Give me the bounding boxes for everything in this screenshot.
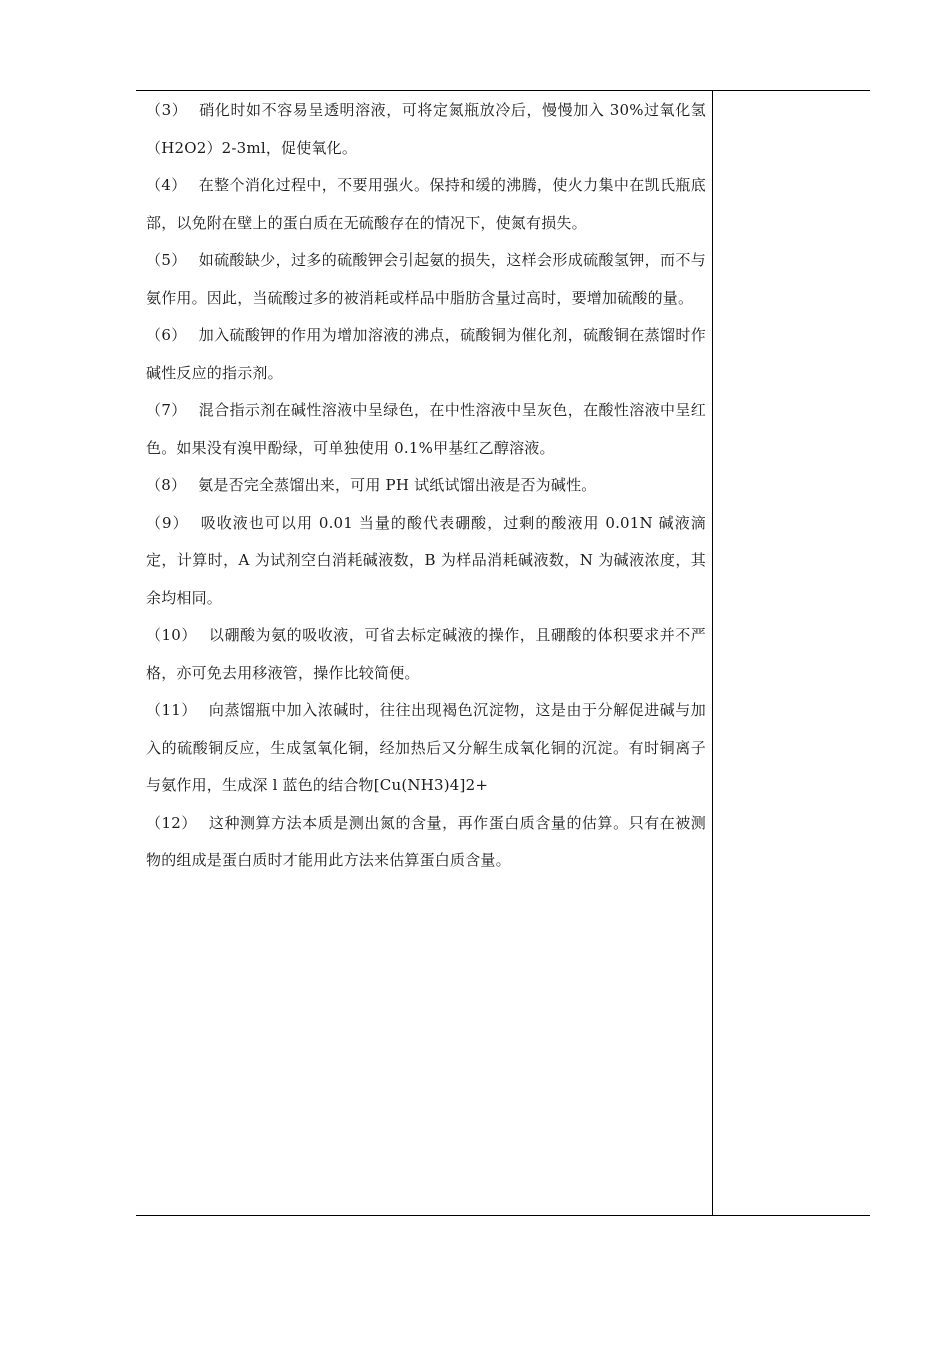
note-3: （3） 硝化时如不容易呈透明溶液，可将定氮瓶放冷后，慢慢加入 30%过氧化氢（H2O2）2-3ml，促使氧化。: [146, 101, 706, 157]
table-bottom-border: [136, 1215, 870, 1216]
table-column-divider: [712, 90, 713, 1216]
note-8: （8） 氨是否完全蒸馏出来，可用 PH 试纸试馏出液是否为碱性。: [146, 476, 597, 494]
note-4: （4） 在整个消化过程中，不要用强火。保持和缓的沸腾，使火力集中在凯氏瓶底部，以免附在壁上的蛋白质在无硫酸存在的情况下，使氮有损失。: [146, 176, 706, 232]
note-7: （7） 混合指示剂在碱性溶液中呈绿色，在中性溶液中呈灰色，在酸性溶液中呈红色。如果没有溴甲酚绿，可单独使用 0.1%甲基红乙醇溶液。: [146, 401, 706, 457]
note-5: （5） 如硫酸缺少，过多的硫酸钾会引起氨的损失，这样会形成硫酸氢钾，而不与氨作用。因此，当硫酸过多的被消耗或样品中脂肪含量过高时，要增加硫酸的量。: [146, 251, 706, 307]
notes-cell: [146, 92, 706, 880]
note-6: （6） 加入硫酸钾的作用为增加溶液的沸点，硫酸铜为催化剂，硫酸铜在蒸馏时作碱性反应的指示剂。: [146, 326, 706, 382]
note-11: （11） 向蒸馏瓶中加入浓碱时，往往出现褐色沉淀物，这是由于分解促进碱与加入的硫酸铜反应，生成氢氧化铜，经加热后又分解生成氧化铜的沉淀。有时铜离子与氨作用，生成深 l 蓝色的结合物[Cu(NH3)4]2+: [146, 701, 706, 794]
note-9: （9） 吸收液也可以用 0.01 当量的酸代表硼酸，过剩的酸液用 0.01N 碱液滴定，计算时，A 为试剂空白消耗碱液数，B 为样品消耗碱液数，N 为碱液浓度，其余均相同。: [146, 513, 706, 607]
table-top-border: [136, 90, 870, 91]
note-10: （10） 以硼酸为氨的吸收液，可省去标定碱液的操作，且硼酸的体积要求并不严格，亦可免去用移液管，操作比较简便。: [146, 626, 706, 682]
note-12: （12） 这种测算方法本质是测出氮的含量，再作蛋白质含量的估算。只有在被测物的组成是蛋白质时才能用此方法来估算蛋白质含量。: [146, 813, 706, 869]
